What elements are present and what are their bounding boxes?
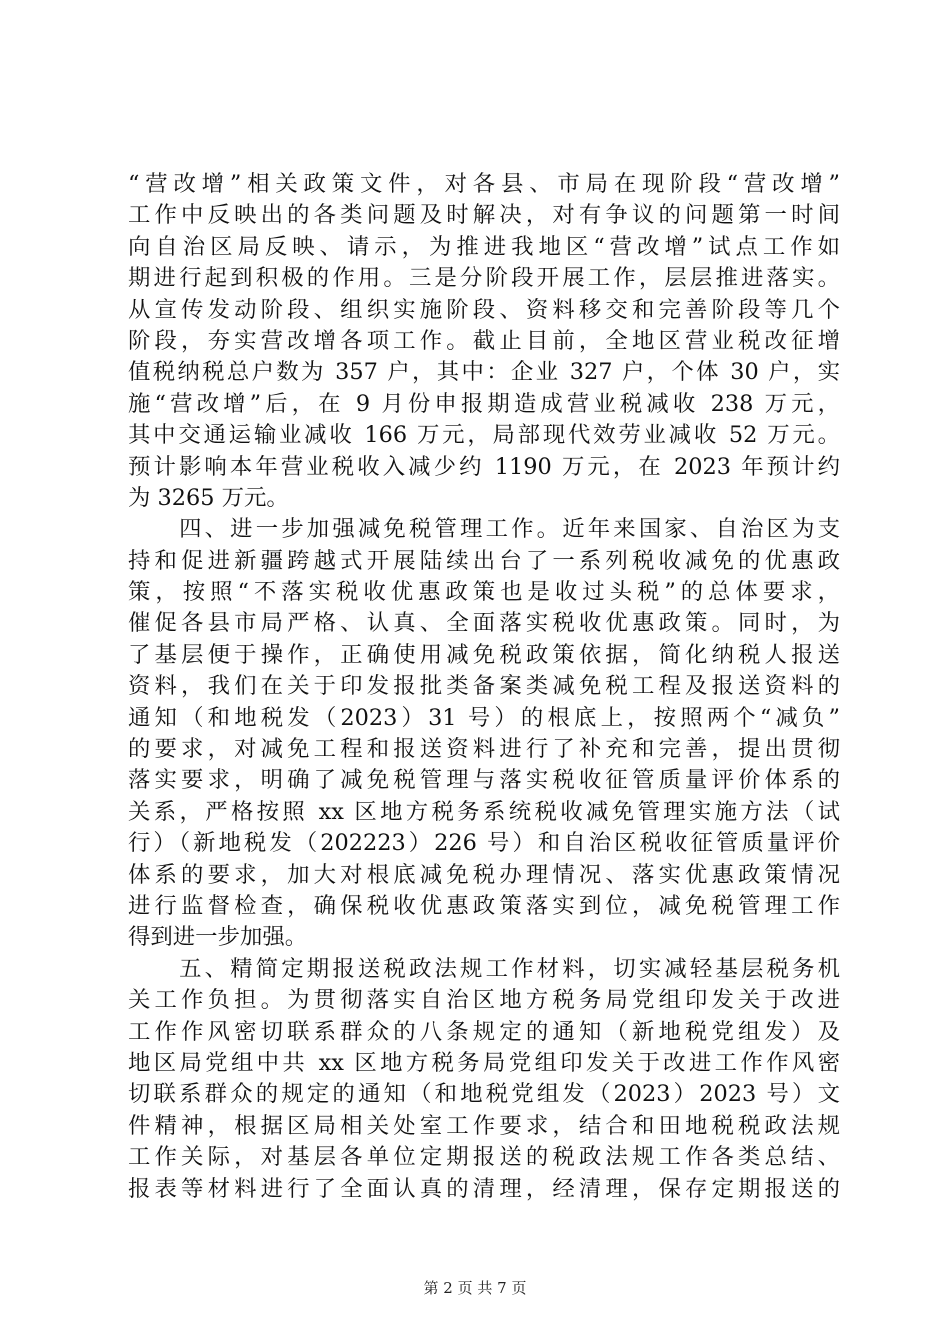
text-line: 资料，我们在关于印发报批类备案类减免税工程及报送资料的 — [128, 673, 840, 700]
text-line: 施“营改增”后，在 9 月份申报期造成营业税减收 238 万元， — [128, 390, 840, 417]
text-line: 了基层便于操作，正确使用减免税政策依据，简化纳税人报送 — [128, 641, 840, 668]
text-line: 工作作风密切联系群众的八条规定的通知（新地税党组发）及 — [128, 1018, 840, 1045]
text-line: 的要求，对减免工程和报送资料进行了补充和完善，提出贯彻 — [128, 736, 840, 763]
text-line: 行）（新地税发（202223）226 号）和自治区税收征管质量评价 — [128, 830, 840, 857]
text-line: 向自治区局反映、请示，为推进我地区“营改增”试点工作如 — [128, 233, 840, 260]
document-body — [128, 169, 840, 1205]
text-line: 体系的要求，加大对根底减免税办理情况、落实优惠政策情况 — [128, 861, 840, 888]
text-line: 策，按照“不落实税收优惠政策也是收过头税”的总体要求， — [128, 579, 840, 606]
text-line: 持和促进新疆跨越式开展陆续出台了一系列税收减免的优惠政 — [128, 547, 840, 574]
text-line: 期进行起到积极的作用。三是分阶段开展工作，层层推进落实。 — [128, 265, 840, 292]
text-line: 值税纳税总户数为 357 户，其中：企业 327 户，个体 30 户，实 — [128, 359, 840, 386]
text-line: 关工作负担。为贯彻落实自治区地方税务局党组印发关于改进 — [128, 987, 840, 1014]
text-line: 通知（和地税发（2023）31 号）的根底上，按照两个“减负” — [128, 704, 840, 731]
text-line: 件精神，根据区局相关处室工作要求，结合和田地税税政法规 — [128, 1112, 840, 1139]
text-line: 为 3265 万元。 — [128, 484, 289, 511]
text-line: 工作关际，对基层各单位定期报送的税政法规工作各类总结、 — [128, 1144, 840, 1171]
text-line: 五、精简定期报送税政法规工作材料，切实减轻基层税务机 — [128, 955, 840, 982]
page-footer: 第 2 页 共 7 页 — [423, 1279, 527, 1297]
text-line: 阶段，夯实营改增各项工作。截止目前，全地区营业税改征增 — [128, 327, 840, 354]
text-line: 落实要求，明确了减免税管理与落实税收征管质量评价体系的 — [128, 767, 840, 794]
text-line: 从宣传发动阶段、组织实施阶段、资料移交和完善阶段等几个 — [128, 296, 840, 323]
text-line: “营改增”相关政策文件，对各县、市局在现阶段“营改增” — [128, 171, 840, 197]
text-line: 预计影响本年营业税收入减少约 1190 万元，在 2023 年预计约 — [128, 453, 840, 480]
text-line: 切联系群众的规定的通知（和地税党组发（2023）2023 号）文 — [128, 1081, 840, 1108]
text-line: 进行监督检查，确保税收优惠政策落实到位，减免税管理工作 — [128, 892, 840, 919]
text-line: 关系，严格按照 xx 区地方税务系统税收减免管理实施方法（试 — [128, 798, 840, 825]
text-line: 催促各县市局严格、认真、全面落实税收优惠政策。同时，为 — [128, 610, 840, 637]
text-line: 其中交通运输业减收 166 万元，局部现代效劳业减收 52 万元。 — [128, 422, 840, 449]
text-line: 四、进一步加强减免税管理工作。近年来国家、自治区为支 — [128, 516, 840, 543]
text-line: 得到进一步加强。 — [128, 924, 308, 951]
text-line: 工作中反映出的各类问题及时解决，对有争议的问题第一时间 — [128, 202, 840, 229]
text-line: 报表等材料进行了全面认真的清理，经清理，保存定期报送的 — [128, 1175, 840, 1202]
text-line: 地区局党组中共 xx 区地方税务局党组印发关于改进工作作风密 — [128, 1049, 840, 1076]
